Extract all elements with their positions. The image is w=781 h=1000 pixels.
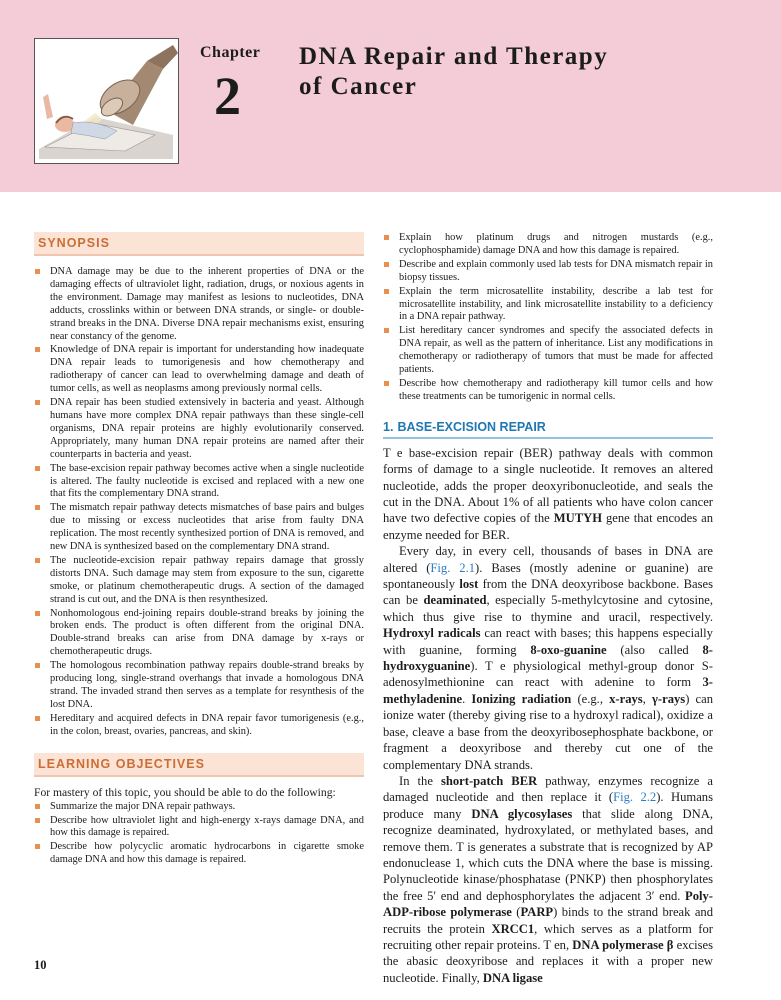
bullet-icon [35, 269, 40, 274]
paragraph-3: In the short-patch BER pathway, enzymes recognize a damaged nucleotide and then replace it (Fig. 2.2). Humans produce many DNA glycosylases that slide along DNA, recognize deaminated, hydroxylated, or methylated bases, and remove them. T is generates a substrate that is recognized by AP endonuclease 1, which cuts the DNA where the base is missing. Polynucleotide kinase/phosphatase (PNKP) then phosphorylates the free 5′ end and dephosphorylates the adjacent 3′ end. Poly-ADP-ribose polymerase (PARP) binds to the strand break and recruits the protein XRCC1, which serves as a platform for recruiting other repair proteins. T en, DNA polymerase β excises the abasic deoxyribose and replaces it with a proper new nucleotide. Finally, DNA ligase [383, 773, 714, 985]
synopsis-item: The mismatch repair pathway detects mismatches of base pairs and bulges due to missing or excess nucleotides that arise from faulty DNA replication. The most recently synthesized portion of DNA is removed, and new DNA is synthesized based on the complementary DNA strand. [34, 502, 364, 554]
synopsis-item: The homologous recombination pathway repairs double-strand breaks by producing long, single-strand overhangs that invade a homologous DNA strand. The invaded strand then serves as a template for resynthesis of the lost DNA. [34, 660, 364, 712]
section-number: 1. [383, 419, 394, 434]
objective-item: Summarize the major DNA repair pathways. [34, 801, 364, 814]
objective-item: List hereditary cancer syndromes and specify the associated defects in DNA repair, as well as the pattern of inheritance. List any modifications in chemotherapy or radiotherapy of tumors that must be made for affected patients. [383, 325, 713, 377]
section-heading-base-excision-repair [383, 420, 713, 439]
right-column [383, 232, 713, 986]
learning-objectives-heading: LEARNING OBJECTIVES [34, 753, 364, 777]
objective-item: Describe and explain commonly used lab tests for DNA mismatch repair in biopsy tissues. [383, 259, 713, 285]
objective-item: Explain how platinum drugs and nitrogen mustards (e.g., cyclophosphamide) damage DNA and how this damage is repaired. [383, 232, 713, 258]
bullet-icon [35, 400, 40, 405]
figure-link-2-1[interactable]: Fig. 2.1 [430, 560, 476, 575]
synopsis-item: Knowledge of DNA repair is important for understanding how inadequate DNA repair leads to tumorigenesis and how chemotherapy and radiotherapy of cancer can lead to overwhelming damage and death of tumor cells, as well as neoplasms among previously normal cells. [34, 344, 364, 396]
synopsis-item: DNA damage may be due to the inherent properties of DNA or the damaging effects of ultraviolet light, radiation, drugs, or noxious agents in the environment. Damage may manifest as lesions to nucleotides, DNA adducts, crosslinks within or between DNA strands, or single- or double-strand breaks in the DNA. Diverse DNA repair mechanisms exist, ensuring near constancy of the genome. [34, 266, 364, 343]
bullet-icon [35, 466, 40, 471]
objectives-list-left [34, 801, 364, 868]
bullet-icon [35, 663, 40, 668]
objective-item: Describe how ultraviolet light and high-energy x-rays damage DNA, and how this damage is repaired. [34, 815, 364, 841]
paragraph-2: Every day, in every cell, thousands of bases in DNA are altered (Fig. 2.1). Bases (mostly adenine or guanine) are spontaneously lost from the DNA deoxyribose backbone. Bases can be deaminated, especially 5-methylcytosine and cytosine, which thus give rise to thymine and uracil, respectively. Hydroxyl radicals can react with bases; this happens especially with guanine, forming 8-oxo-guanine (also called 8-hydroxyguanine). T e physiological methyl-group donor S-adenosylmethionine can react with adenine to form 3-methyladenine. Ionizing radiation (e.g., x-rays, γ-rays) can ionize water (thereby giving rise to a hydroxyl radical), oxidize a base, cleave a base from the deoxyribosephosphate backbone, or fragment a deoxyribose and thereby cut one of the complementary DNA strands. [383, 544, 714, 772]
bullet-icon [35, 558, 40, 563]
chapter-illustration [34, 38, 179, 164]
bullet-icon [384, 235, 389, 240]
patient-radiotherapy-illustration [35, 39, 178, 163]
chapter-number: 2 [214, 66, 241, 126]
synopsis-heading: SYNOPSIS [34, 232, 364, 256]
bullet-icon [35, 347, 40, 352]
section-title: BASE-EXCISION REPAIR [397, 419, 546, 434]
objectives-list-right [383, 232, 713, 404]
figure-link-2-2[interactable]: Fig. 2.2 [613, 790, 657, 805]
bullet-icon [384, 262, 389, 267]
objective-item: Describe how polycyclic aromatic hydrocarbons in cigarette smoke damage DNA and how this damage is repaired. [34, 841, 364, 867]
page-number: 10 [34, 958, 47, 972]
bullet-icon [35, 611, 40, 616]
chapter-title-line2: of Cancer [299, 73, 418, 100]
objective-item: Explain the term microsatellite instability, describe a lab test for microsatellite instability, and link microsatellite instability to a deficiency in a DNA repair pathway. [383, 286, 713, 325]
chapter-title [299, 42, 608, 102]
bullet-icon [35, 716, 40, 721]
bullet-icon [384, 289, 389, 294]
paragraph-1: T e base-excision repair (BER) pathway deals with common forms of damage to a single nucleotide. It removes an altered nucleotide, adds the proper deoxyribonucleotide, and seals the cut in the DNA. About 1% of all patients who have colon cancer have two defective copies of the MUTYH gene that encodes an enzyme needed for BER. [383, 445, 714, 542]
synopsis-item: Nonhomologous end-joining repairs double-strand breaks by joining the broken ends. The product is often different from the original DNA. Double-strand breaks can arise from DNA damage by x-rays or chemotherapeutic drugs. [34, 608, 364, 660]
bullet-icon [384, 328, 389, 333]
synopsis-item: Hereditary and acquired defects in DNA repair favor tumorigenesis (e.g., in the colon, breast, ovaries, pancreas, and skin). [34, 713, 364, 739]
objectives-intro: For mastery of this topic, you should be able to do the following: [34, 785, 336, 799]
bullet-icon [35, 818, 40, 823]
bullet-icon [35, 804, 40, 809]
synopsis-item: The nucleotide-excision repair pathway repairs damage that grossly distorts DNA. Such damage may stem from exposure to the sun, cigarette smoke, or platinum chemotherapeutic drugs. A section of the damaged strand is cut out, and the DNA is then resynthesized. [34, 555, 364, 607]
bullet-icon [384, 381, 389, 386]
gene-mutyh: MUTYH [553, 511, 602, 526]
synopsis-item: DNA repair has been studied extensively in bacteria and yeast. Although humans have more complex DNA repair pathways than these single-cell organisms, DNA repair proteins are highly evolutionarily conserved. Appropriately, many human DNA repair proteins are named after their counterparts in bacteria and yeast. [34, 397, 364, 462]
left-column [34, 232, 364, 868]
objective-item: Describe how chemotherapy and radiotherapy kill tumor cells and how these treatments can be tumorigenic in normal cells. [383, 378, 713, 404]
bullet-icon [35, 505, 40, 510]
synopsis-list [34, 266, 364, 739]
chapter-header-band [0, 0, 781, 192]
chapter-label: Chapter [200, 44, 261, 61]
bullet-icon [35, 844, 40, 849]
synopsis-item: The base-excision repair pathway becomes active when a single nucleotide is altered. The faulty nucleotide is excised and replaced with a new one that fits the complementary DNA strand. [34, 463, 364, 502]
chapter-title-line1: DNA Repair and Therapy [299, 43, 609, 70]
